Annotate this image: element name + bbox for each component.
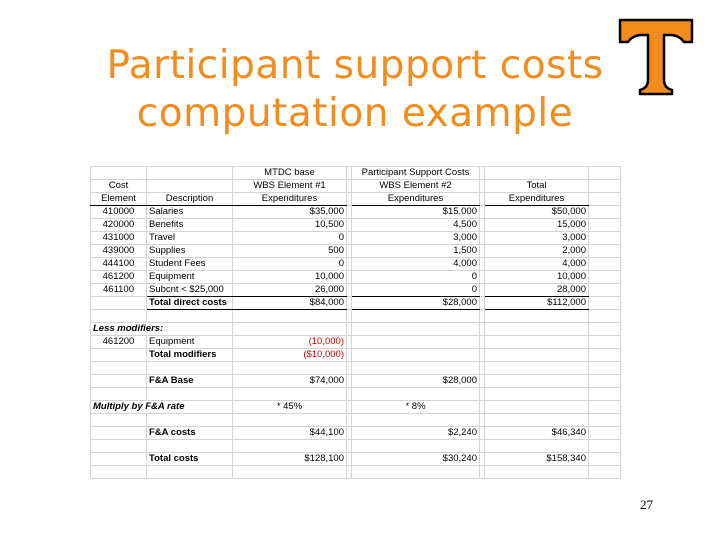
total-direct-costs-row (91, 297, 621, 310)
total-costs-psc: $30,240 (352, 453, 480, 466)
spacer-row (91, 466, 621, 479)
table-row (91, 258, 621, 271)
table-row (91, 206, 621, 219)
total-cell: 15,000 (485, 219, 589, 232)
table-row (91, 271, 621, 284)
description-cell: Benefits (147, 219, 233, 232)
description-cell: Student Fees (147, 258, 233, 271)
total-cell: 4,000 (485, 258, 589, 271)
description-cell: Subcnt < $25,000 (147, 284, 233, 297)
cost-element-cell: 431000 (91, 232, 147, 245)
header-description: Description (147, 193, 233, 206)
fa-costs-psc: $2,240 (352, 427, 480, 440)
less-modifiers-row (91, 323, 621, 336)
total-costs-mtdc: $128,100 (233, 453, 347, 466)
tennessee-t-logo-icon (618, 18, 694, 96)
header-total: Total (485, 180, 589, 193)
total-cell: $50,000 (485, 206, 589, 219)
header-element: Element (91, 193, 147, 206)
header-total-expenditures: Expenditures (485, 193, 589, 206)
psc-cell: 1,500 (352, 245, 480, 258)
fa-costs-mtdc: $44,100 (233, 427, 347, 440)
cost-element-cell: 444100 (91, 258, 147, 271)
header-row-1 (91, 167, 621, 180)
total-direct-total: $112,000 (485, 297, 589, 310)
total-direct-mtdc: $84,000 (233, 297, 347, 310)
modifier-row (91, 336, 621, 349)
spacer-row (91, 362, 621, 375)
description-cell: Salaries (147, 206, 233, 219)
description-cell: Equipment (147, 271, 233, 284)
table-row (91, 245, 621, 258)
psc-cell: 4,000 (352, 258, 480, 271)
total-direct-label: Total direct costs (147, 297, 233, 310)
total-cell: 28,000 (485, 284, 589, 297)
description-cell: Supplies (147, 245, 233, 258)
header-wbs-1: WBS Element #1 (233, 180, 347, 193)
total-cell: 3,000 (485, 232, 589, 245)
header-participant-support: Participant Support Costs (352, 167, 480, 180)
modifier-description: Equipment (147, 336, 233, 349)
total-cell: 2,000 (485, 245, 589, 258)
multiply-row (91, 401, 621, 414)
cost-element-cell: 410000 (91, 206, 147, 219)
multiply-label: Multiply by F&A rate (91, 401, 233, 414)
header-wbs-2: WBS Element #2 (352, 180, 480, 193)
header-row-3 (91, 193, 621, 206)
total-modifiers-mtdc: ($10,000) (233, 349, 347, 362)
mtdc-cell: 10,000 (233, 271, 347, 284)
description-cell: Travel (147, 232, 233, 245)
total-cell: 10,000 (485, 271, 589, 284)
table-row (91, 232, 621, 245)
fa-costs-total: $46,340 (485, 427, 589, 440)
total-costs-total: $158,340 (485, 453, 589, 466)
fa-base-mtdc: $74,000 (233, 375, 347, 388)
title-line-2: computation example (136, 91, 574, 136)
cost-element-cell: 461200 (91, 271, 147, 284)
spacer-row (91, 414, 621, 427)
psc-cell: 0 (352, 284, 480, 297)
slide-title (60, 42, 650, 138)
fa-costs-row (91, 427, 621, 440)
mtdc-cell: 26,000 (233, 284, 347, 297)
header-mtdc-base: MTDC base (233, 167, 347, 180)
modifier-mtdc: (10,000) (233, 336, 347, 349)
header-mtdc-expenditures: Expenditures (233, 193, 347, 206)
total-costs-label: Total costs (147, 453, 233, 466)
header-cost: Cost (91, 180, 147, 193)
psc-cell: 4,500 (352, 219, 480, 232)
cost-element-cell: 420000 (91, 219, 147, 232)
mtdc-cell: 500 (233, 245, 347, 258)
spacer-row (91, 440, 621, 453)
cost-spreadsheet (90, 166, 621, 479)
total-modifiers-label: Total modifiers (147, 349, 233, 362)
spacer-row (91, 388, 621, 401)
title-line-1: Participant support costs (106, 43, 604, 88)
fa-costs-label: F&A costs (147, 427, 233, 440)
fa-base-row (91, 375, 621, 388)
mtdc-cell: 10,500 (233, 219, 347, 232)
less-modifiers-label: Less modifiers: (91, 323, 233, 336)
table-row (91, 284, 621, 297)
header-psc-expenditures: Expenditures (352, 193, 480, 206)
total-costs-row (91, 453, 621, 466)
cost-table (90, 166, 621, 479)
spacer-row (91, 310, 621, 323)
mtdc-cell: 0 (233, 258, 347, 271)
mtdc-cell: $35,000 (233, 206, 347, 219)
mtdc-cell: 0 (233, 232, 347, 245)
multiply-mtdc: * 45% (233, 401, 347, 414)
page-number: 27 (640, 497, 653, 512)
total-direct-psc: $28,000 (352, 297, 480, 310)
multiply-psc: * 8% (352, 401, 480, 414)
psc-cell: $15,000 (352, 206, 480, 219)
total-modifiers-row (91, 349, 621, 362)
fa-base-psc: $28,000 (352, 375, 480, 388)
psc-cell: 3,000 (352, 232, 480, 245)
psc-cell: 0 (352, 271, 480, 284)
header-row-2 (91, 180, 621, 193)
cost-element-cell: 461100 (91, 284, 147, 297)
cost-element-cell: 439000 (91, 245, 147, 258)
table-row (91, 219, 621, 232)
modifier-element: 461200 (91, 336, 147, 349)
fa-base-label: F&A Base (147, 375, 233, 388)
